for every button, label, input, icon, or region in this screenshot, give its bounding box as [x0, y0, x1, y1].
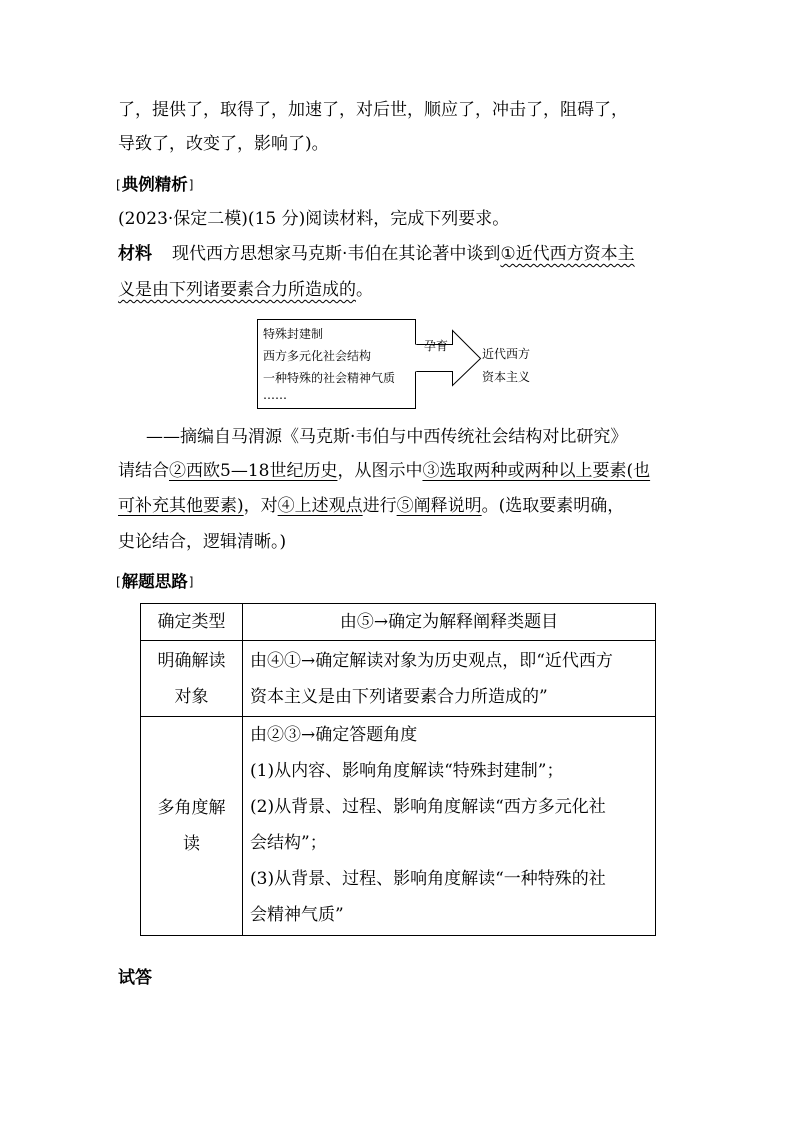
- section-title-example: [ 典例精析 ]: [116, 171, 193, 195]
- req-pre: 请结合: [118, 461, 169, 481]
- row-content-object-l2: 资本主义是由下列诸要素合力所造成的”: [250, 686, 548, 707]
- question-source: (2023·保定二模)(15 分)阅读材料，完成下列要求。: [118, 209, 510, 229]
- req-end: 。(选取要素明确，: [481, 496, 625, 516]
- answer-label: 试答: [118, 968, 152, 988]
- table-row: [141, 604, 656, 641]
- diagram-result-line-2: 资本主义: [482, 370, 531, 384]
- approach-table: [140, 603, 656, 936]
- row-label-object-l1: 明确解读: [157, 650, 226, 671]
- material-mark-1: ①近代西方资本主: [500, 244, 635, 264]
- diagram-element-3: 一种特殊的社会精神气质: [263, 371, 396, 385]
- row-label-object: [141, 641, 243, 717]
- table-row: [141, 641, 656, 717]
- req-mid-1: ，从图示中: [337, 461, 423, 481]
- row-label-angles: [141, 717, 243, 936]
- material-text: 现代西方思想家马克斯·韦伯在其论著中谈到: [172, 244, 501, 264]
- req-mid-2: ，对: [243, 496, 278, 516]
- requirement-line-3: 史论结合，逻辑清晰。): [118, 532, 287, 552]
- intro-line-1: 了，提供了，取得了，加速了，对后世，顺应了，冲击了，阻碍了，: [118, 100, 628, 120]
- angles-line: (3)从背景、过程、影响角度解读“一种特殊的社: [250, 869, 606, 889]
- req-mid-3: 进行: [362, 496, 397, 516]
- material-label: 材料: [118, 244, 152, 264]
- angles-line: (2)从背景、过程、影响角度解读“西方多元化社: [250, 797, 606, 817]
- material-end: 。: [356, 280, 373, 300]
- material-mark-1-cont: 义是由下列诸要素合力所造成的: [118, 280, 356, 300]
- row-label-type: 确定类型: [141, 604, 243, 641]
- row-label-object-l2: 对象: [174, 686, 209, 707]
- row-content-object-l1: 由④①→确定解读对象为历史观点，即“近代西方: [250, 650, 613, 671]
- angles-line: 会结构”；: [250, 833, 327, 853]
- section-title-approach: [ 解题思路 ]: [116, 568, 193, 592]
- angles-line: (1)从内容、影响角度解读“特殊封建制”；: [250, 761, 564, 781]
- row-content-angles: [243, 717, 656, 936]
- diagram-element-1: 特殊封建制: [263, 327, 324, 341]
- citation: ——摘编自马渭源《马克斯·韦伯与中西传统社会结构对比研究》: [146, 427, 628, 447]
- diagram-element-ellipsis: ……: [263, 388, 287, 402]
- angles-line: 由②③→确定答题角度: [250, 725, 418, 745]
- intro-line-2: 导致了，改变了，影响了)。: [118, 134, 329, 154]
- angles-line: 会精神气质”: [250, 905, 344, 925]
- row-content-object: [243, 641, 656, 717]
- table-row: [141, 717, 656, 936]
- req-mark-3: ③选取两种或两种以上要素(也: [422, 461, 651, 481]
- diagram-arrow-label: 孕育: [424, 339, 449, 353]
- requirement-line-1: [118, 459, 650, 483]
- row-content-type: 由⑤→确定为解释阐释类题目: [243, 604, 656, 641]
- req-mark-3-cont: 可补充其他要素): [118, 496, 244, 516]
- diagram-element-2: 西方多元化社会结构: [263, 349, 372, 363]
- req-mark-2: ②西欧5—18世纪历史: [169, 461, 338, 481]
- req-mark-5: ⑤阐释说明: [396, 496, 482, 516]
- row-label-angles-l1: 多角度解: [157, 798, 226, 818]
- row-label-angles-l2: 读: [183, 834, 200, 854]
- requirement-line-2: [118, 494, 624, 518]
- diagram-result-line-1: 近代西方: [482, 347, 531, 361]
- req-mark-4: ④上述观点: [277, 496, 363, 516]
